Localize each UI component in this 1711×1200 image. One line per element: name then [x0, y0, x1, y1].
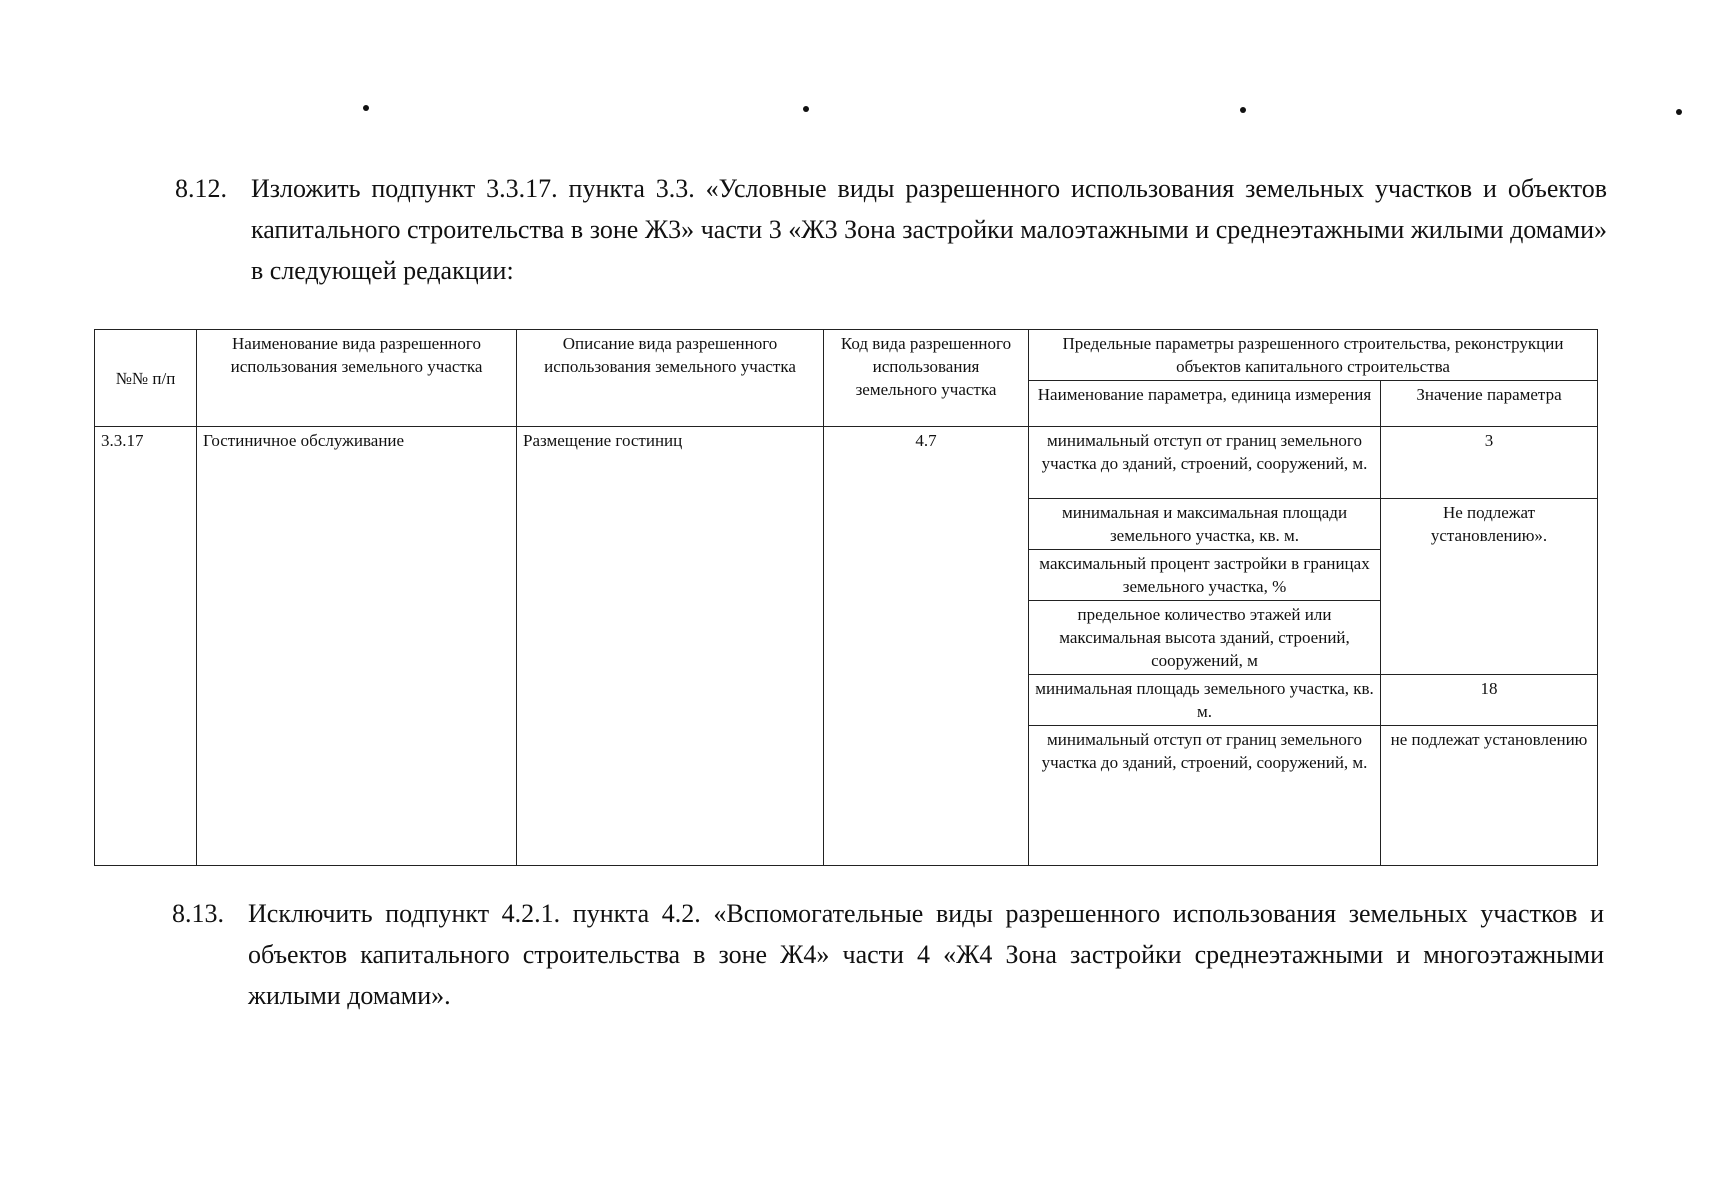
paragraph-text: Изложить подпункт 3.3.17. пункта 3.3. «Условные виды разрешенного использования земельных участков и объектов капитального строительства в зоне Ж3» части 3 «Ж3 Зона застройки малоэтажными и среднеэтажными жилыми домами» в следующей редакции:	[251, 174, 1607, 285]
row-num: 3.3.17	[95, 427, 197, 866]
paragraph-number: 8.13.	[172, 899, 224, 928]
param-value: не подлежат установлению	[1381, 726, 1598, 866]
row-description: Размещение гостиниц	[517, 427, 824, 866]
header-description: Описание вида разрешенного использования земельного участка	[517, 330, 824, 427]
row-name: Гостиничное обслуживание	[197, 427, 517, 866]
param-name: предельное количество этажей или максимальная высота зданий, строений, сооружений, м	[1029, 601, 1381, 675]
paragraph-text: Исключить подпункт 4.2.1. пункта 4.2. «Вспомогательные виды разрешенного использования земельных участков и объектов капитального строительства в зоне Ж4» части 4 «Ж4 Зона застройки среднеэтажными и многоэтажными жилыми домами».	[248, 899, 1604, 1010]
header-param-name: Наименование параметра, единица измерения	[1029, 381, 1381, 427]
header-param-value: Значение параметра	[1381, 381, 1598, 427]
param-name: минимальная площадь земельного участка, кв. м.	[1029, 675, 1381, 726]
paragraph-8-12	[175, 168, 1607, 291]
paragraph-8-13	[172, 893, 1604, 1016]
param-value: 3	[1381, 427, 1598, 499]
header-name: Наименование вида разрешенного использования земельного участка	[197, 330, 517, 427]
param-value: Не подлежат установлению».	[1381, 499, 1598, 675]
header-num: №№ п/п	[95, 330, 197, 427]
scan-dot	[1240, 107, 1246, 113]
row-code: 4.7	[824, 427, 1029, 866]
header-code: Код вида разрешенного использования земельного участка	[824, 330, 1029, 427]
scan-dot	[1676, 109, 1682, 115]
land-use-table	[94, 329, 1598, 866]
param-name: минимальный отступ от границ земельного участка до зданий, строений, сооружений, м.	[1029, 427, 1381, 499]
param-value: 18	[1381, 675, 1598, 726]
header-limits: Предельные параметры разрешенного строительства, реконструкции объектов капитального строительства	[1029, 330, 1598, 381]
scan-dot	[803, 106, 809, 112]
param-name: минимальный отступ от границ земельного участка до зданий, строений, сооружений, м.	[1029, 726, 1381, 866]
paragraph-number: 8.12.	[175, 174, 227, 203]
param-name: максимальный процент застройки в границах земельного участка, %	[1029, 550, 1381, 601]
scan-dot	[363, 105, 369, 111]
param-name: минимальная и максимальная площади земельного участка, кв. м.	[1029, 499, 1381, 550]
